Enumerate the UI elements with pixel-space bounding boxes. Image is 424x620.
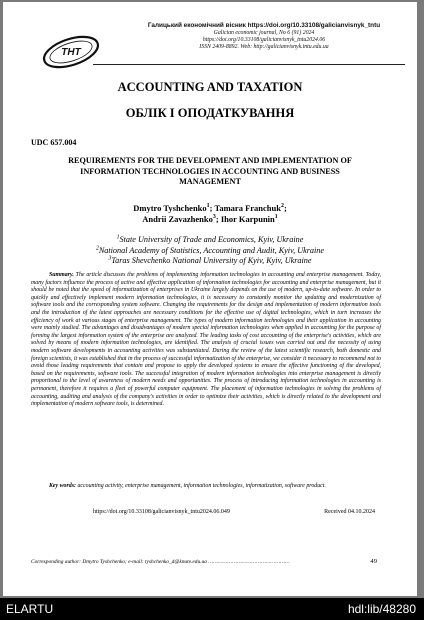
abstract [31, 272, 381, 409]
keywords [31, 483, 381, 491]
affiliation: $^1$State University of Trade and Economics, Kyiv, Ukraine [116, 234, 304, 244]
journal-header [23, 12, 413, 64]
keywords-label: Key words: [49, 483, 76, 489]
affiliation: $^2$National Academy of Statistics, Accounting and Audit, Kyiv, Ukraine [95, 244, 325, 255]
logo-text: ТНТ [61, 47, 81, 58]
corresponding-author: Corresponding author: Dmytro Tyshchenko; e-mail: tyshchenko_d@knute.edu.ua …………………………………………… [31, 559, 290, 565]
handle-id: hdl:lib/48280 [347, 602, 416, 616]
author-name: Dmytro Tyshchenko [133, 203, 207, 213]
author-sup: 1 [274, 214, 278, 221]
author-sup: 3 [212, 214, 216, 221]
author-list: Dmytro Tyshchenko$^1$; Tamara Franchuk$^2$; Andrii Zavazhenko$^3$; Ihor Karpunin$^1$ [133, 203, 287, 224]
article-doi-link[interactable]: https://doi.org/10.33108/galicianvisnyk_tntu2024.06.049 [93, 509, 230, 515]
journal-info [119, 22, 409, 51]
journal-issue: Galician economic journal, No 6 (91) 2024 [213, 29, 315, 36]
author-name: Ihor Karpunin [220, 214, 275, 224]
journal-issn: ISSN 2409-8892. Web: http://galicianvisnyk.tntu.edu.ua [199, 44, 329, 50]
repository-name: ELARTU [6, 602, 54, 616]
paper-page [3, 2, 417, 596]
abstract-label: Summary. [49, 272, 74, 278]
section-title-uk: ОБЛІК І ОПОДАТКУВАННЯ [125, 106, 295, 120]
section-title-en: ACCOUNTING AND TAXATION [117, 80, 303, 94]
author-name: Tamara Franchuk [214, 203, 281, 213]
header-rule [93, 64, 405, 65]
keywords-text: accounting activity, enterprise management, information technologies, informatization, software product. [77, 483, 326, 489]
received-date: Received 04.10.2024 [324, 509, 375, 515]
affiliation-list [3, 235, 417, 267]
author-name: Andrii Zavazhenko [142, 214, 213, 224]
page-footer [31, 558, 381, 566]
author-sup: 1 [206, 203, 210, 210]
abstract-text: The article discusses the problems of implementing information technologies in accounting and enterprise management. Today, many factors influence the process of active and effective application of information technologies for accounting and enterprise management, but it should be noted that the speed of informatization of enterprises in Ukraine largely depends on the use of modern, up-to-date software. In order to quickly and effectively implement modern information technologies, it is necessary to constantly monitor the updating and modernization of software tools and the corresponding system software. Changing the requirements for the design and implementation of modern information tools and the introduction of the latest approaches are necessary conditions for the effective use of digital technologies, which in turn increases the efficiency of work at various stages of enterprise management. The types of modern information technologies and their application in accounting were mainly studied. The advantages and disadvantages of modern special information technologies when applied in accounting for the purpose of forming the largest information system of the enterprise are analyzed. The leading tasks of cost accounting of the enterprise's activities, which are solved by means of modern information technologies, are identified. The analysis of crucial issues was carried out and the necessity of using modern software developments in accounting activities was substantiated. During the review of the latest scientific research, both domestic and foreign scientists, it was established that in the process of successful informatization of the enterprise, we consider it necessary to recommend not to avoid those leading requirements that contain and propose to apply the developed systems to ensure the effective functioning of the developed, based on the requirements, software tools. The successful integration of modern information technologies into enterprise management is directly proportional to the level of awareness of modern needs and opportunities. The process of introducing information technologies in accounting is permanent, therefore it requires a fleet of powerful computer equipment. The placement of information technologies in solving the problems of accounting, auditing and analysis of the company's activities in order to optimize their activities, which is directly related to the development and implementation of modern software tools, is determined. [31, 272, 381, 408]
article-title: REQUIREMENTS FOR THE DEVELOPMENT AND IMPLEMENTATION OF INFORMATION TECHNOLOGIES IN ACCOUNTING AND BUSINESS MANAGEMENT [68, 156, 352, 186]
affiliation: $^3$Taras Shevchenko National University of Kyiv, Kyiv, Ukraine [108, 255, 312, 266]
journal-name: Галицький економічний вісник https://doi.org/10.33108/galicianvisnyk_tntu [147, 22, 381, 29]
page-number: 49 [370, 558, 377, 565]
author-sup: 2 [280, 203, 284, 210]
repository-bar [0, 598, 424, 620]
journal-doi: https://doi.org/10.33108/galicianvisnyk_tntu2024.06 [202, 36, 326, 43]
udc-code: UDC 657.004 [31, 138, 77, 147]
